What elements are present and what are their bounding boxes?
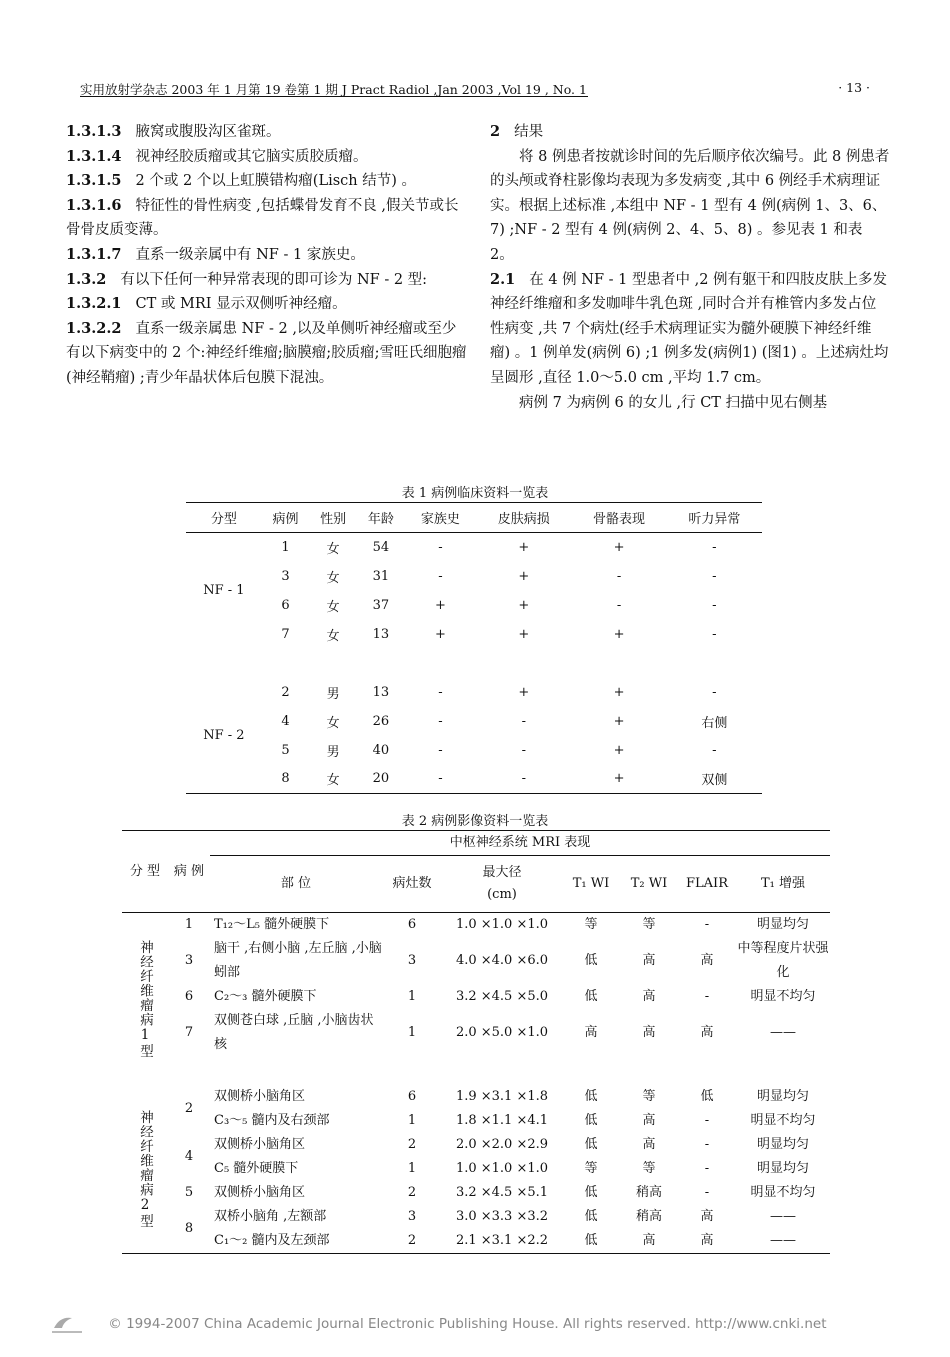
table1-cell: + — [518, 597, 530, 613]
table2-cell: 低 — [584, 1137, 598, 1152]
table1-cell: + — [613, 539, 625, 555]
table1-cell: - — [521, 713, 526, 729]
table1-cell: + — [613, 742, 625, 758]
table1-cell: - — [438, 713, 443, 729]
copyright-text: © 1994-2007 China Academic Journal Electronic Publishing House. All rights reserved. http://www.cnki.net — [108, 1316, 827, 1332]
table1-cell: 女 — [326, 541, 340, 557]
table2-header-t1-enhance: T₁ 增强 — [736, 856, 830, 913]
table1-cell: - — [521, 742, 526, 758]
table-row — [186, 736, 762, 765]
table1-cell: + — [518, 626, 530, 642]
journal-info: 实用放射学杂志 2003 年 1 月第 19 卷第 1 期 J Pract Radiol ,Jan 2003 ,Vol 19 , No. 1 — [80, 82, 587, 97]
table1-cell: + — [518, 568, 530, 584]
copyright-footer — [50, 1312, 910, 1336]
table1-cell: - — [712, 684, 717, 700]
table2-header-group: 中枢神经系统 MRI 表现 — [449, 835, 591, 850]
table1-cell: 54 — [372, 539, 390, 555]
table1-cell: - — [438, 568, 443, 584]
table1-gap-cell — [186, 649, 762, 678]
table2-cell: 1 — [407, 989, 417, 1004]
table2-cell: 2.0 ×5.0 ×1.0 — [455, 1025, 549, 1040]
table1-cell: - — [712, 626, 717, 642]
table2-cell: - — [704, 917, 710, 932]
table2-cell: - — [704, 1113, 710, 1128]
table1-cell: + — [434, 597, 446, 613]
table2-cell: T₁₂～L₅ 髓外硬膜下 — [214, 917, 330, 932]
table1-header-cell: 分型 — [210, 512, 237, 527]
table2-cell: 1.8 ×1.1 ×4.1 — [455, 1113, 549, 1128]
table2-cell: 高 — [642, 989, 656, 1004]
table1-cell: 1 — [281, 539, 290, 555]
table2-header-flair: FLAIR — [678, 856, 736, 913]
table2-nf1-group — [122, 913, 830, 1086]
table-row — [186, 562, 762, 591]
table2-cell: 明显不均匀 — [750, 1185, 816, 1200]
table1-cell: 13 — [372, 684, 390, 700]
table2-cell: 双侧桥小脑角区 — [214, 1137, 306, 1152]
criterion-1-3-1-7: 1.3.1.7 直系一级亲属中有 NF - 1 家族史。 — [66, 245, 365, 263]
publisher-logo-icon — [50, 1312, 84, 1336]
table-row — [122, 937, 830, 985]
table1-cell: + — [613, 626, 625, 642]
table2-cell: 明显均匀 — [756, 1161, 809, 1176]
table2-caption: 表 2 病例影像资料一览表 — [401, 814, 549, 829]
table1-cell: 8 — [281, 771, 290, 787]
table2-cell: —— — [770, 1233, 796, 1248]
table-row — [122, 1085, 830, 1109]
table2-cell: 中等程度片状强化 — [737, 941, 829, 980]
table2-cell: 高 — [700, 1025, 714, 1040]
table1-header-row — [186, 503, 762, 533]
table2-cell: 3 — [407, 953, 417, 968]
table2-header-size: 最大径 (cm) — [442, 856, 562, 913]
table1-cell: - — [712, 597, 717, 613]
table-row — [122, 913, 830, 938]
table-row — [186, 591, 762, 620]
table2-cell: - — [704, 1161, 710, 1176]
table2-type-cell: 神经纤维瘤病1型 — [137, 939, 153, 1059]
table-row — [186, 765, 762, 794]
table1-cell: 5 — [281, 742, 290, 758]
table2-cell: 低 — [584, 953, 598, 968]
table2-cell: 明显不均匀 — [750, 989, 816, 1004]
table2-cell: 1 — [407, 1161, 417, 1176]
table2-cell: 低 — [584, 1089, 598, 1104]
criterion-1-3-2-1: 1.3.2.1 CT 或 MRI 显示双侧听神经瘤。 — [66, 295, 347, 313]
table2-cell: 3.0 ×3.3 ×3.2 — [455, 1209, 549, 1224]
left-column — [66, 120, 468, 391]
table2-cell: 高 — [642, 1137, 656, 1152]
table1-cell: - — [712, 539, 717, 555]
table1-header-cell: 家族史 — [420, 512, 460, 527]
table2-type-cell: 神经纤维瘤病2型 — [137, 1109, 153, 1229]
table1-cell: + — [434, 626, 446, 642]
table1-cell: - — [438, 771, 443, 787]
table2-cell: 3 — [407, 1209, 417, 1224]
table1-cell: 女 — [326, 599, 340, 615]
table1-header-cell: 年龄 — [367, 512, 394, 527]
table1-cell: 2 — [281, 684, 290, 700]
table2-cell: 双侧桥小脑角区 — [214, 1185, 306, 1200]
table1-cell: + — [613, 771, 625, 787]
table2-cell: 6 — [407, 1089, 417, 1104]
table1-cell: - — [438, 539, 443, 555]
table-row — [186, 533, 762, 562]
table2-cell: C₅ 髓外硬膜下 — [214, 1161, 299, 1176]
table1-cell: 3 — [281, 568, 290, 584]
table2-header-type: 分 型 — [129, 863, 161, 879]
table2-cell: 双桥小脑角 ,左额部 — [214, 1209, 327, 1224]
table1-caption: 表 1 病例临床资料一览表 — [401, 486, 549, 501]
table2-cell: 低 — [584, 1113, 598, 1128]
table-row — [122, 1229, 830, 1254]
table1-cell: - — [438, 742, 443, 758]
table2-cell: 等 — [584, 917, 598, 932]
table1-cell: 7 — [281, 626, 290, 642]
table2-case-cell: 3 — [184, 953, 194, 968]
table2-cell: 高 — [700, 1209, 714, 1224]
table2-cell: 2 — [407, 1137, 417, 1152]
table1-cell: - — [521, 771, 526, 787]
criterion-1-3-1-5: 1.3.1.5 2 个或 2 个以上虹膜错构瘤(Lisch 结节) 。 — [66, 172, 416, 190]
table-row — [122, 1157, 830, 1181]
table1-cell: 40 — [372, 742, 390, 758]
table2-cell: 等 — [642, 1161, 656, 1176]
table1-cell: - — [616, 597, 622, 613]
table2-cell: 1 — [407, 1113, 417, 1128]
section-heading: 2 结果 — [490, 123, 544, 140]
criterion-1-3-1-4: 1.3.1.4 视神经胶质瘤或其它脑实质胶质瘤。 — [66, 147, 368, 165]
table2-case-cell: 4 — [184, 1149, 194, 1164]
table2-header-row — [122, 831, 830, 856]
table1-header-cell: 皮肤病损 — [497, 512, 550, 527]
table1-header-cell: 性别 — [320, 512, 347, 527]
results-paragraph-1: 将 8 例患者按就诊时间的先后顺序依次编号。此 8 例患者的头颅或脊柱影像均表现为多发病变 ,其中 6 例经手术病理证实。根据上述标准 ,本组中 NF - 1 型有 4 例(病例 1、3、6、7) ;NF - 2 型有 4 例(病例 2、4、5、8) 。参见表 1 和表 2。 — [490, 148, 890, 263]
results-paragraph-2: 2.1 在 4 例 NF - 1 型患者中 ,2 例有躯干和四肢皮肤上多发神经纤维瘤和多发咖啡牛乳色斑 ,同时合并有椎管内多发占位性病变 ,共 7 个病灶(经手术病理证实为髓外硬膜下神经纤维瘤) 。1 例单发(病例 6) ;1 例多发(病例1) (图1) 。上述病灶均呈圆形 ,直径 1.0～5.0 cm ,平均 1.7 cm。 — [490, 270, 889, 386]
table1-cell: 女 — [326, 773, 340, 789]
criterion-1-3-2-2: 1.3.2.2 直系一级亲属患 NF - 2 ,以及单侧听神经瘤或至少有以下病变中的 2 个:神经纤维瘤;脑膜瘤;胶质瘤;雪旺氏细胞瘤(神经鞘瘤) ;青少年晶状体后包膜下混浊。 — [66, 319, 467, 386]
table2-cell: 低 — [584, 989, 598, 1004]
table2-cell: 等 — [584, 1161, 598, 1176]
table2-cell: —— — [770, 1025, 796, 1040]
table2-cell: 2.0 ×2.0 ×2.9 — [455, 1137, 549, 1152]
table2-case-cell: 1 — [184, 917, 194, 932]
table2-cell: C₁～₂ 髓内及左颈部 — [214, 1233, 330, 1248]
table1-cell: 4 — [281, 713, 290, 729]
table2-cell: 2 — [407, 1185, 417, 1200]
table2-cell: 高 — [642, 1113, 656, 1128]
table2-cell: 高 — [584, 1025, 598, 1040]
table2-cell: 脑干 ,右侧小脑 ,左丘脑 ,小脑蚓部 — [214, 941, 382, 980]
table1-cell: + — [613, 713, 625, 729]
table-row — [122, 1133, 830, 1157]
table1-cell: 男 — [326, 744, 340, 760]
table2-nf2-group — [122, 1085, 830, 1254]
table1-cell: 13 — [372, 626, 390, 642]
header-rule — [80, 96, 588, 97]
table2-cell: 高 — [700, 953, 714, 968]
criterion-1-3-1-3: 1.3.1.3 腋窝或腹股沟区雀斑。 — [66, 123, 281, 140]
table2-cell: —— — [770, 1209, 796, 1224]
table2-header-case: 病 例 — [173, 863, 205, 879]
table2-cell: 等 — [642, 1089, 656, 1104]
table-row — [186, 707, 762, 736]
table2-cell: 等 — [642, 917, 656, 932]
table2-header-count: 病灶数 — [382, 856, 442, 913]
table-row — [186, 678, 762, 707]
table2-cell: 3.2 ×4.5 ×5.0 — [455, 989, 549, 1004]
table2-cell: 低 — [584, 1233, 598, 1248]
table1-header-cell: 听力异常 — [688, 512, 741, 527]
table1-cell: + — [613, 684, 625, 700]
table1-header-cell: 骨骼表现 — [593, 512, 646, 527]
table1-cell: 男 — [326, 686, 340, 702]
table2-case-cell: 8 — [184, 1221, 194, 1236]
table1-type-cell: NF - 2 — [203, 727, 245, 743]
table-row — [122, 1181, 830, 1205]
table2-cell: 1 — [407, 1025, 417, 1040]
table1-header-cell: 病例 — [272, 512, 299, 527]
table2-cell: C₂～₃ 髓外硬膜下 — [214, 989, 317, 1004]
table2-header-t1: T₁ WI — [562, 856, 620, 913]
results-paragraph-3: 病例 7 为病例 6 的女儿 ,行 CT 扫描中见右侧基 — [519, 394, 828, 411]
table1-cell: - — [438, 684, 443, 700]
table2-cell: 明显均匀 — [756, 1089, 809, 1104]
table2-case-cell: 2 — [184, 1101, 194, 1116]
table1-cell: 6 — [281, 597, 290, 613]
table2-cell: 高 — [642, 1233, 656, 1248]
right-column — [490, 120, 890, 415]
table2-cell: - — [704, 1185, 710, 1200]
table2-header-location: 部 位 — [210, 856, 382, 913]
table2-cell: 4.0 ×4.0 ×6.0 — [455, 953, 549, 968]
table2-cell: 3.2 ×4.5 ×5.1 — [455, 1185, 549, 1200]
table2-cell: 明显均匀 — [756, 1137, 809, 1152]
table2-cell: - — [704, 989, 710, 1004]
criterion-1-3-2: 1.3.2 有以下任何一种异常表现的即可诊为 NF - 2 型: — [66, 270, 428, 288]
table2-cell: 高 — [700, 1233, 714, 1248]
table1-cell: + — [518, 539, 530, 555]
table1-body — [186, 533, 762, 794]
table2-cell: 高 — [642, 953, 656, 968]
table2-cell: 低 — [700, 1089, 714, 1104]
table2-cell: C₃～₅ 髓内及右颈部 — [214, 1113, 330, 1128]
table2-cell: 2 — [407, 1233, 417, 1248]
table2-header-t2: T₂ WI — [620, 856, 678, 913]
table2-cell: - — [704, 1137, 710, 1152]
table-row — [122, 1009, 830, 1085]
table2-cell: 低 — [584, 1185, 598, 1200]
table2-cell: 1.9 ×3.1 ×1.8 — [455, 1089, 549, 1104]
table1-cell: 20 — [372, 771, 390, 787]
table1-group-gap — [186, 649, 762, 678]
table1-cell: - — [616, 568, 622, 584]
table2-imaging-data — [122, 830, 830, 1254]
page-number: · 13 · — [838, 80, 870, 95]
table2-cell: 2.1 ×3.1 ×2.2 — [455, 1233, 549, 1248]
table-row — [122, 1109, 830, 1133]
criterion-1-3-1-6: 1.3.1.6 特征性的骨性病变 ,包括蝶骨发育不良 ,假关节或长骨骨皮质变薄。 — [66, 196, 459, 239]
table2-case-cell: 5 — [184, 1185, 194, 1200]
table2-cell: 双侧桥小脑角区 — [214, 1089, 306, 1104]
table1-cell: 26 — [372, 713, 390, 729]
table2-cell: 1.0 ×1.0 ×1.0 — [455, 917, 549, 932]
table1-cell: 右侧 — [701, 715, 728, 731]
table-row — [122, 985, 830, 1009]
table2-cell: 双侧苍白球 ,丘脑 ,小脑齿状核 — [214, 1013, 374, 1052]
table1-clinical-data — [186, 502, 762, 794]
table2-case-cell: 7 — [184, 1025, 194, 1040]
table1-cell: - — [712, 742, 717, 758]
table2-cell: 明显均匀 — [756, 917, 809, 932]
table1-cell: 女 — [326, 715, 340, 731]
table1-cell: + — [518, 684, 530, 700]
table2-cell: 明显不均匀 — [750, 1113, 816, 1128]
table2-cell: 稍高 — [635, 1185, 662, 1200]
table1-type-cell: NF - 1 — [203, 583, 245, 599]
table2-cell: 低 — [584, 1209, 598, 1224]
table2-cell: 6 — [407, 917, 417, 932]
table1-cell: 37 — [372, 597, 390, 613]
table2-cell: 高 — [642, 1025, 656, 1040]
table-row — [122, 1205, 830, 1229]
table1-cell: - — [712, 568, 717, 584]
table1-cell: 女 — [326, 570, 340, 586]
table2-case-cell: 6 — [184, 989, 194, 1004]
table-row — [186, 620, 762, 649]
table1-cell: 31 — [372, 568, 390, 584]
table2-cell: 稍高 — [635, 1209, 662, 1224]
table2-subheader-row — [122, 856, 830, 913]
table2-cell: 1.0 ×1.0 ×1.0 — [455, 1161, 549, 1176]
table1-cell: 双侧 — [701, 773, 728, 789]
table1-cell: 女 — [326, 628, 340, 644]
